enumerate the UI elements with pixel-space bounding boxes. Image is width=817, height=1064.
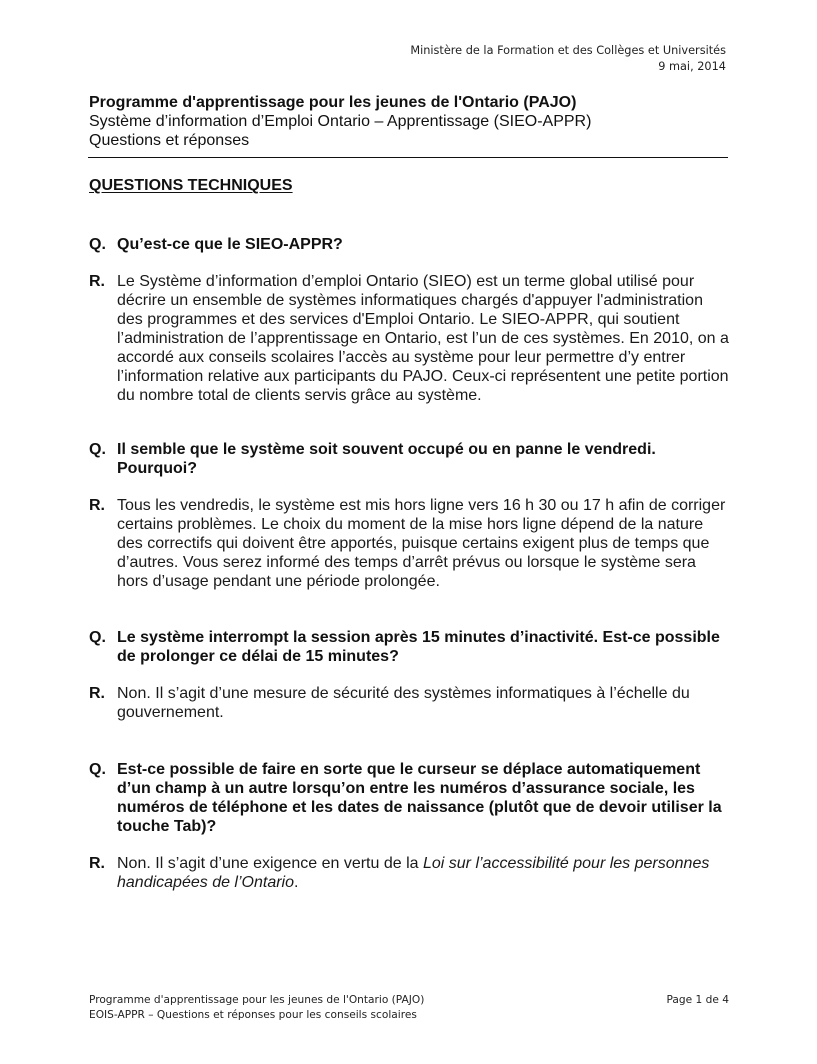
answer-marker: R.	[89, 855, 105, 872]
answer	[89, 272, 729, 405]
answer-marker: R.	[89, 273, 105, 290]
question	[89, 440, 729, 478]
answer-text: Le Système d’information d’emploi Ontario (SIEO) est un terme global utilisé pour décrire un ensemble de systèmes informatiques chargés d'appuyer l'administration des programmes et des services d'Emploi Ontario. Le SIEO-APPR, qui soutient l’administration de l’apprentissage en Ontario, est l’un de ces systèmes. En 2010, on a accordé aux conseils scolaires l’accès au système pour leur permettre d’y entrer l’information relative aux participants du PAJO. Ceux-ci représentent une petite portion du nombre total de clients servis grâce au système.	[117, 273, 729, 404]
heading-divider	[88, 157, 728, 158]
footer-line-2: EOIS-APPR – Questions et réponses pour les conseils scolaires	[89, 1009, 417, 1021]
document-subtitle-2: Questions et réponses	[89, 132, 250, 149]
question-marker: Q.	[89, 629, 106, 646]
question	[89, 760, 729, 836]
qa-item	[89, 235, 729, 405]
answer-text-prefix: Non. Il s’agit d’une exigence en vertu de la	[117, 855, 423, 872]
answer	[89, 496, 729, 591]
question-text: Qu’est-ce que le SIEO-APPR?	[117, 236, 343, 253]
question-marker: Q.	[89, 441, 106, 458]
answer-marker: R.	[89, 497, 105, 514]
qa-item	[89, 440, 729, 591]
page-footer	[89, 993, 729, 1023]
document-heading	[89, 93, 729, 150]
footer-line-1: Programme d'apprentissage pour les jeunes de l'Ontario (PAJO)	[89, 994, 425, 1006]
law-title: Loi sur l’accessibilité pour les personnes handicapées de l’Ontario	[117, 855, 710, 891]
answer-text	[117, 854, 729, 892]
answer	[89, 854, 729, 892]
section-heading: QUESTIONS TECHNIQUES	[89, 177, 293, 194]
answer	[89, 684, 729, 722]
question	[89, 628, 729, 666]
qa-item	[89, 628, 729, 722]
question-marker: Q.	[89, 761, 106, 778]
document-subtitle: Système d’information d’Emploi Ontario – Apprentissage (SIEO-APPR)	[89, 113, 592, 130]
ministry-name: Ministère de la Formation et des Collèges et Universités	[410, 44, 726, 57]
document-title: Programme d'apprentissage pour les jeunes de l'Ontario (PAJO)	[89, 94, 577, 111]
question-marker: Q.	[89, 236, 106, 253]
question-text: Est-ce possible de faire en sorte que le curseur se déplace automatiquement d’un champ à un autre lorsqu’on entre les numéros d’assurance sociale, les numéros de téléphone et les dates de naissance (plutôt que de devoir utiliser la touche Tab)?	[117, 761, 722, 835]
page-header	[410, 43, 726, 75]
question-text: Il semble que le système soit souvent occupé ou en panne le vendredi. Pourquoi?	[117, 441, 656, 477]
document-date: 9 mai, 2014	[658, 60, 726, 73]
page-number: Page 1 de 4	[666, 994, 729, 1006]
answer-text: Tous les vendredis, le système est mis hors ligne vers 16 h 30 ou 17 h afin de corriger certains problèmes. Le choix du moment de la mise hors ligne dépend de la nature des correctifs qui doivent être apportés, puisque certains exigent plus de temps que d’autres. Vous serez informé des temps d’arrêt prévus ou lorsque le système sera hors d’usage pendant une période prolongée.	[117, 497, 726, 590]
question-text: Le système interrompt la session après 15 minutes d’inactivité. Est-ce possible de prolonger ce délai de 15 minutes?	[117, 629, 720, 665]
answer-text: Non. Il s’agit d’une mesure de sécurité des systèmes informatiques à l’échelle du gouvernement.	[117, 685, 690, 721]
answer-marker: R.	[89, 685, 105, 702]
answer-text-suffix: .	[294, 874, 299, 891]
qa-item	[89, 760, 729, 892]
question	[89, 235, 729, 254]
